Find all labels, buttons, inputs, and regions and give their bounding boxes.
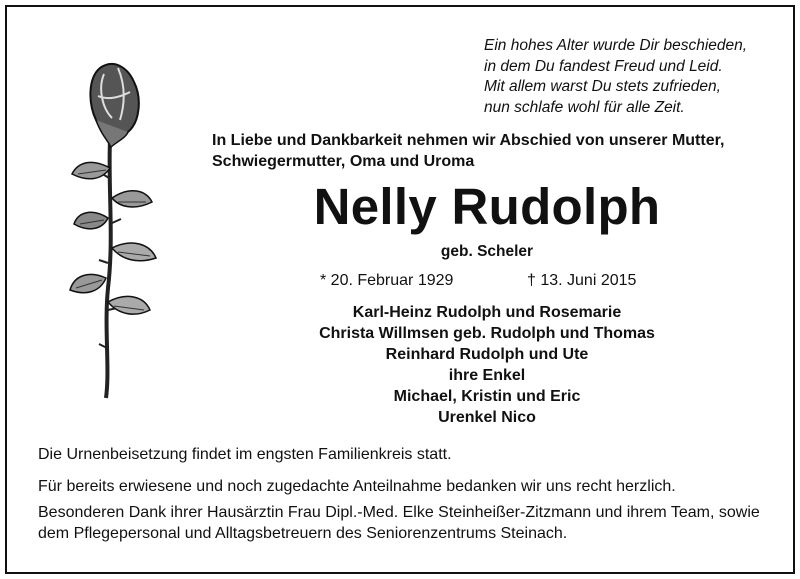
family-line: Reinhard Rudolph und Ute xyxy=(385,346,589,363)
intro-text xyxy=(212,130,782,172)
family-line: Urenkel Nico xyxy=(438,409,536,426)
death-date: † 13. Juni 2015 xyxy=(527,272,637,289)
intro-line: Schwiegermutter, Oma und Uroma xyxy=(212,153,475,170)
family-line: Christa Willmsen geb. Rudolph und Thomas xyxy=(319,325,655,342)
thanks-text: Für bereits erwiesene und noch zugedachte Anteilnahme bedanken wir uns recht herzlich. xyxy=(38,478,676,495)
burial-notice: Die Urnenbeisetzung findet im engsten Familienkreis statt. xyxy=(38,446,452,463)
maiden-name: geb. Scheler xyxy=(440,243,534,260)
poem-line: nun schlafe wohl für alle Zeit. xyxy=(484,98,685,116)
special-thanks-text: Besonderen Dank ihrer Hausärztin Frau Dipl.-Med. Elke Steinheißer-Zitzmann und ihrem Team, sowie dem Pflegepersonal und Alltagsbetreuern des Seniorenzentrums Steinach. xyxy=(38,504,760,542)
intro-line: In Liebe und Dankbarkeit nehmen wir Abschied von unserer Mutter, xyxy=(212,132,725,149)
family-line: Michael, Kristin und Eric xyxy=(393,388,581,405)
poem-line: Mit allem warst Du stets zufrieden, xyxy=(484,78,721,95)
deceased-name: Nelly Rudolph xyxy=(313,178,661,235)
rose-icon xyxy=(58,48,178,408)
memorial-poem xyxy=(484,36,784,118)
family-line: Karl-Heinz Rudolph und Rosemarie xyxy=(352,304,622,321)
closing-text xyxy=(38,444,778,544)
birth-date: * 20. Februar 1929 xyxy=(320,272,454,289)
poem-line: in dem Du fandest Freud und Leid. xyxy=(484,57,723,75)
family-line: ihre Enkel xyxy=(448,367,526,384)
family-list xyxy=(212,302,762,428)
poem-line: Ein hohes Alter wurde Dir beschieden, xyxy=(484,37,748,54)
